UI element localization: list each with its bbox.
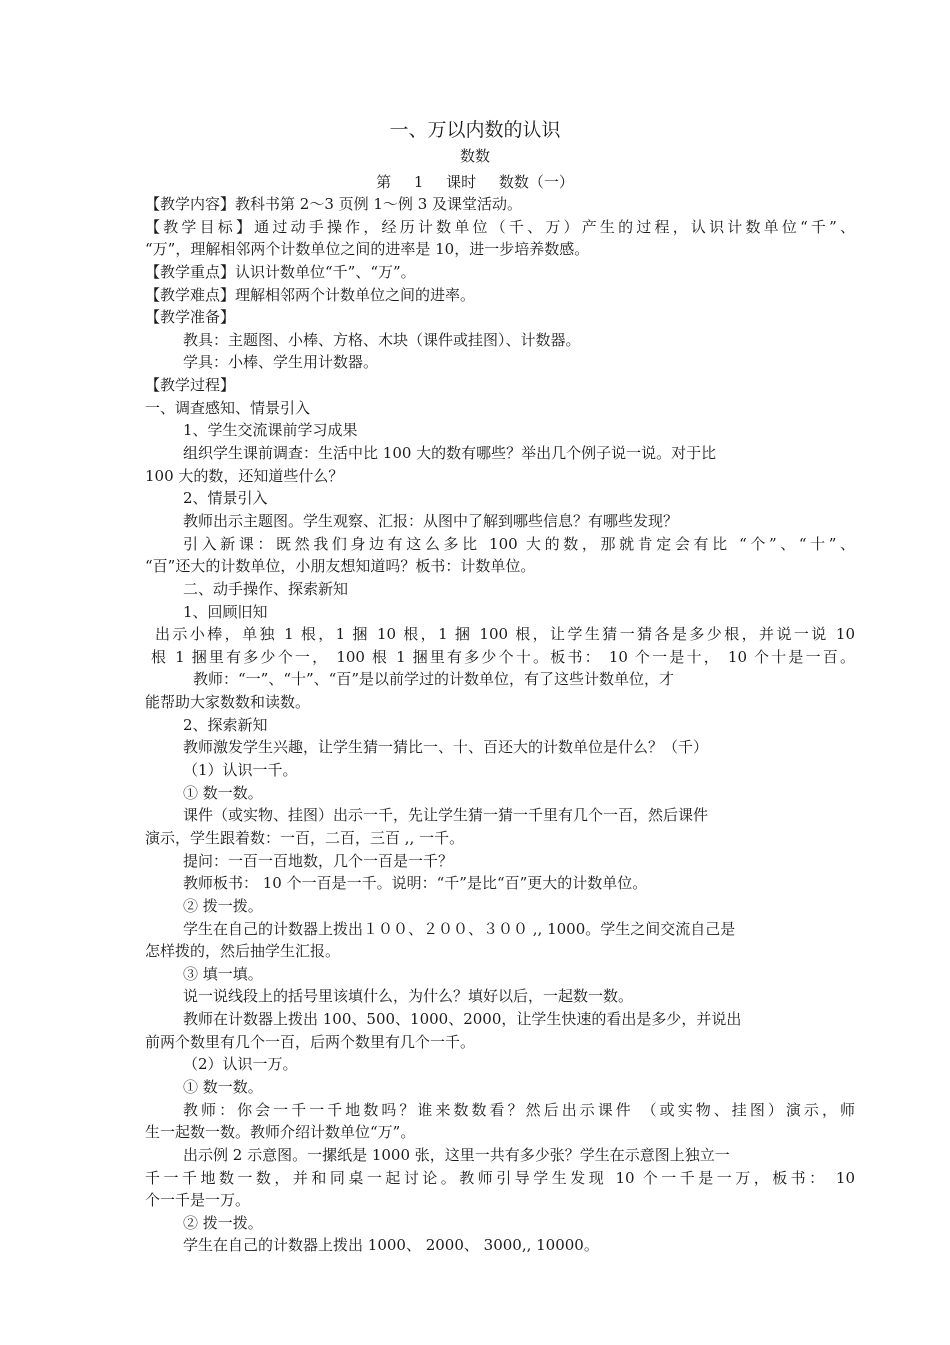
text-line: 教师：“一”、“十”、“百”是以前学过的计数单位，有了这些计数单位，才: [193, 670, 675, 689]
text-line: ① 数一数。: [183, 1077, 263, 1096]
lesson-heading: 第 1 课时 数数（一）: [376, 173, 574, 191]
text-line: 学生在自己的计数器上拨出 1000、 2000、 3000,, 10000。: [183, 1236, 599, 1255]
text-line: ② 拨一拨。: [183, 896, 263, 915]
text-line: 【教学目标】通过动手操作，经历计数单位（千、万）产生的过程，认识计数单位“千”、: [145, 217, 855, 236]
text-line: 学具：小棒、学生用计数器。: [183, 353, 379, 372]
text-line: 演示，学生跟着数：一百，二百，三百 ,, 一千。: [145, 828, 465, 847]
text-line: 教师激发学生兴趣，让学生猜一猜比一、十、百还大的计数单位是什么？（千）: [183, 738, 709, 757]
text-line: 100 大的数，还知道些什么？: [145, 466, 344, 485]
text-line: 根 1 捆里有多少个一， 100 根 1 捆里有多少个十。板书： 10 个一是十， 10 个十是一百。: [151, 647, 855, 666]
text-line: 2、探索新知: [183, 715, 268, 734]
text-line: 怎样拨的，然后抽学生汇报。: [145, 942, 341, 961]
text-line: 1、学生交流课前学习成果: [183, 421, 358, 440]
text-line: 教师：你会一千一千地数吗？谁来数数看？然后出示课件 （或实物、挂图）演示，师: [183, 1100, 855, 1119]
lesson-plan-body: [145, 193, 855, 1257]
text-line: ② 拨一拨。: [183, 1213, 263, 1232]
text-line: 教具：主题图、小棒、方格、木块（课件或挂图）、计数器。: [183, 330, 581, 349]
text-line: 学生在自己的计数器上拨出１００、２００、３００ ,, 1000。学生之间交流自己是: [183, 919, 736, 938]
page-title: 一、万以内数的认识: [389, 119, 561, 141]
text-line: 教师在计数器上拨出 100、500、1000、2000，让学生快速的看出是多少，并说出: [183, 1010, 742, 1029]
text-line: 出示小棒，单独 1 根，1 捆 10 根，1 捆 100 根，让学生猜一猜各是多少根，并说一说 10: [155, 625, 855, 644]
text-line: 教师出示主题图。学生观察、汇报：从图中了解到哪些信息？有哪些发现？: [183, 511, 679, 530]
text-line: “万”，理解相邻两个计数单位之间的进率是 10，进一步培养数感。: [145, 240, 590, 259]
text-line: 【教学内容】教科书第 2～3 页例 1～例 3 及课堂活动。: [145, 195, 523, 213]
text-line: 【教学难点】理解相邻两个计数单位之间的进率。: [145, 285, 476, 304]
text-line: 【教学准备】: [145, 308, 236, 327]
text-line: ① 数一数。: [183, 783, 263, 802]
text-line: 二、动手操作、探索新知: [183, 579, 349, 598]
text-line: 千一千地数一数，并和同桌一起讨论。教师引导学生发现 10 个一千是一万，板书： 10: [145, 1168, 855, 1187]
text-line: 生一起数一数。教师介绍计数单位“万”。: [145, 1123, 416, 1142]
text-line: 提问：一百一百地数，几个一百是一千？: [183, 851, 454, 870]
text-line: ③ 填一填。: [183, 964, 263, 983]
text-line: 1、回顾旧知: [183, 602, 268, 621]
text-line: 教师板书： 10 个一百是一千。说明：“千”是比“百”更大的计数单位。: [183, 874, 648, 893]
text-line: “百”还大的计数单位，小朋友想知道吗？板书：计数单位。: [145, 557, 536, 576]
text-line: 一、调查感知、情景引入: [145, 398, 311, 417]
text-line: （2）认识一万。: [183, 1055, 298, 1074]
text-line: 【教学过程】: [145, 376, 236, 395]
text-line: 前两个数里有几个一百，后两个数里有几个一千。: [145, 1032, 476, 1051]
text-line: （1）认识一千。: [183, 761, 298, 780]
text-line: 组织学生课前调查：生活中比 100 大的数有哪些？举出几个例子说一说。对于比: [183, 444, 717, 463]
text-line: 【教学重点】认识计数单位“千”、“万”。: [145, 262, 416, 281]
text-line: 课件（或实物、挂图）出示一千，先让学生猜一猜一千里有几个一百，然后课件: [183, 806, 709, 825]
text-line: 出示例 2 示意图。一摞纸是 1000 张，这里一共有多少张？学生在示意图上独立一: [183, 1145, 730, 1164]
text-line: 说一说线段上的括号里该填什么，为什么？填好以后，一起数一数。: [183, 987, 634, 1006]
section-subtitle: 数数: [459, 147, 490, 165]
text-line: 引入新课：既然我们身边有这么多比 100 大的数，那就肯定会有比 “个”、“十”、: [183, 534, 855, 553]
text-line: 个一千是一万。: [145, 1191, 251, 1210]
text-line: 2、情景引入: [183, 489, 268, 508]
text-line: 能帮助大家数数和读数。: [145, 693, 311, 712]
